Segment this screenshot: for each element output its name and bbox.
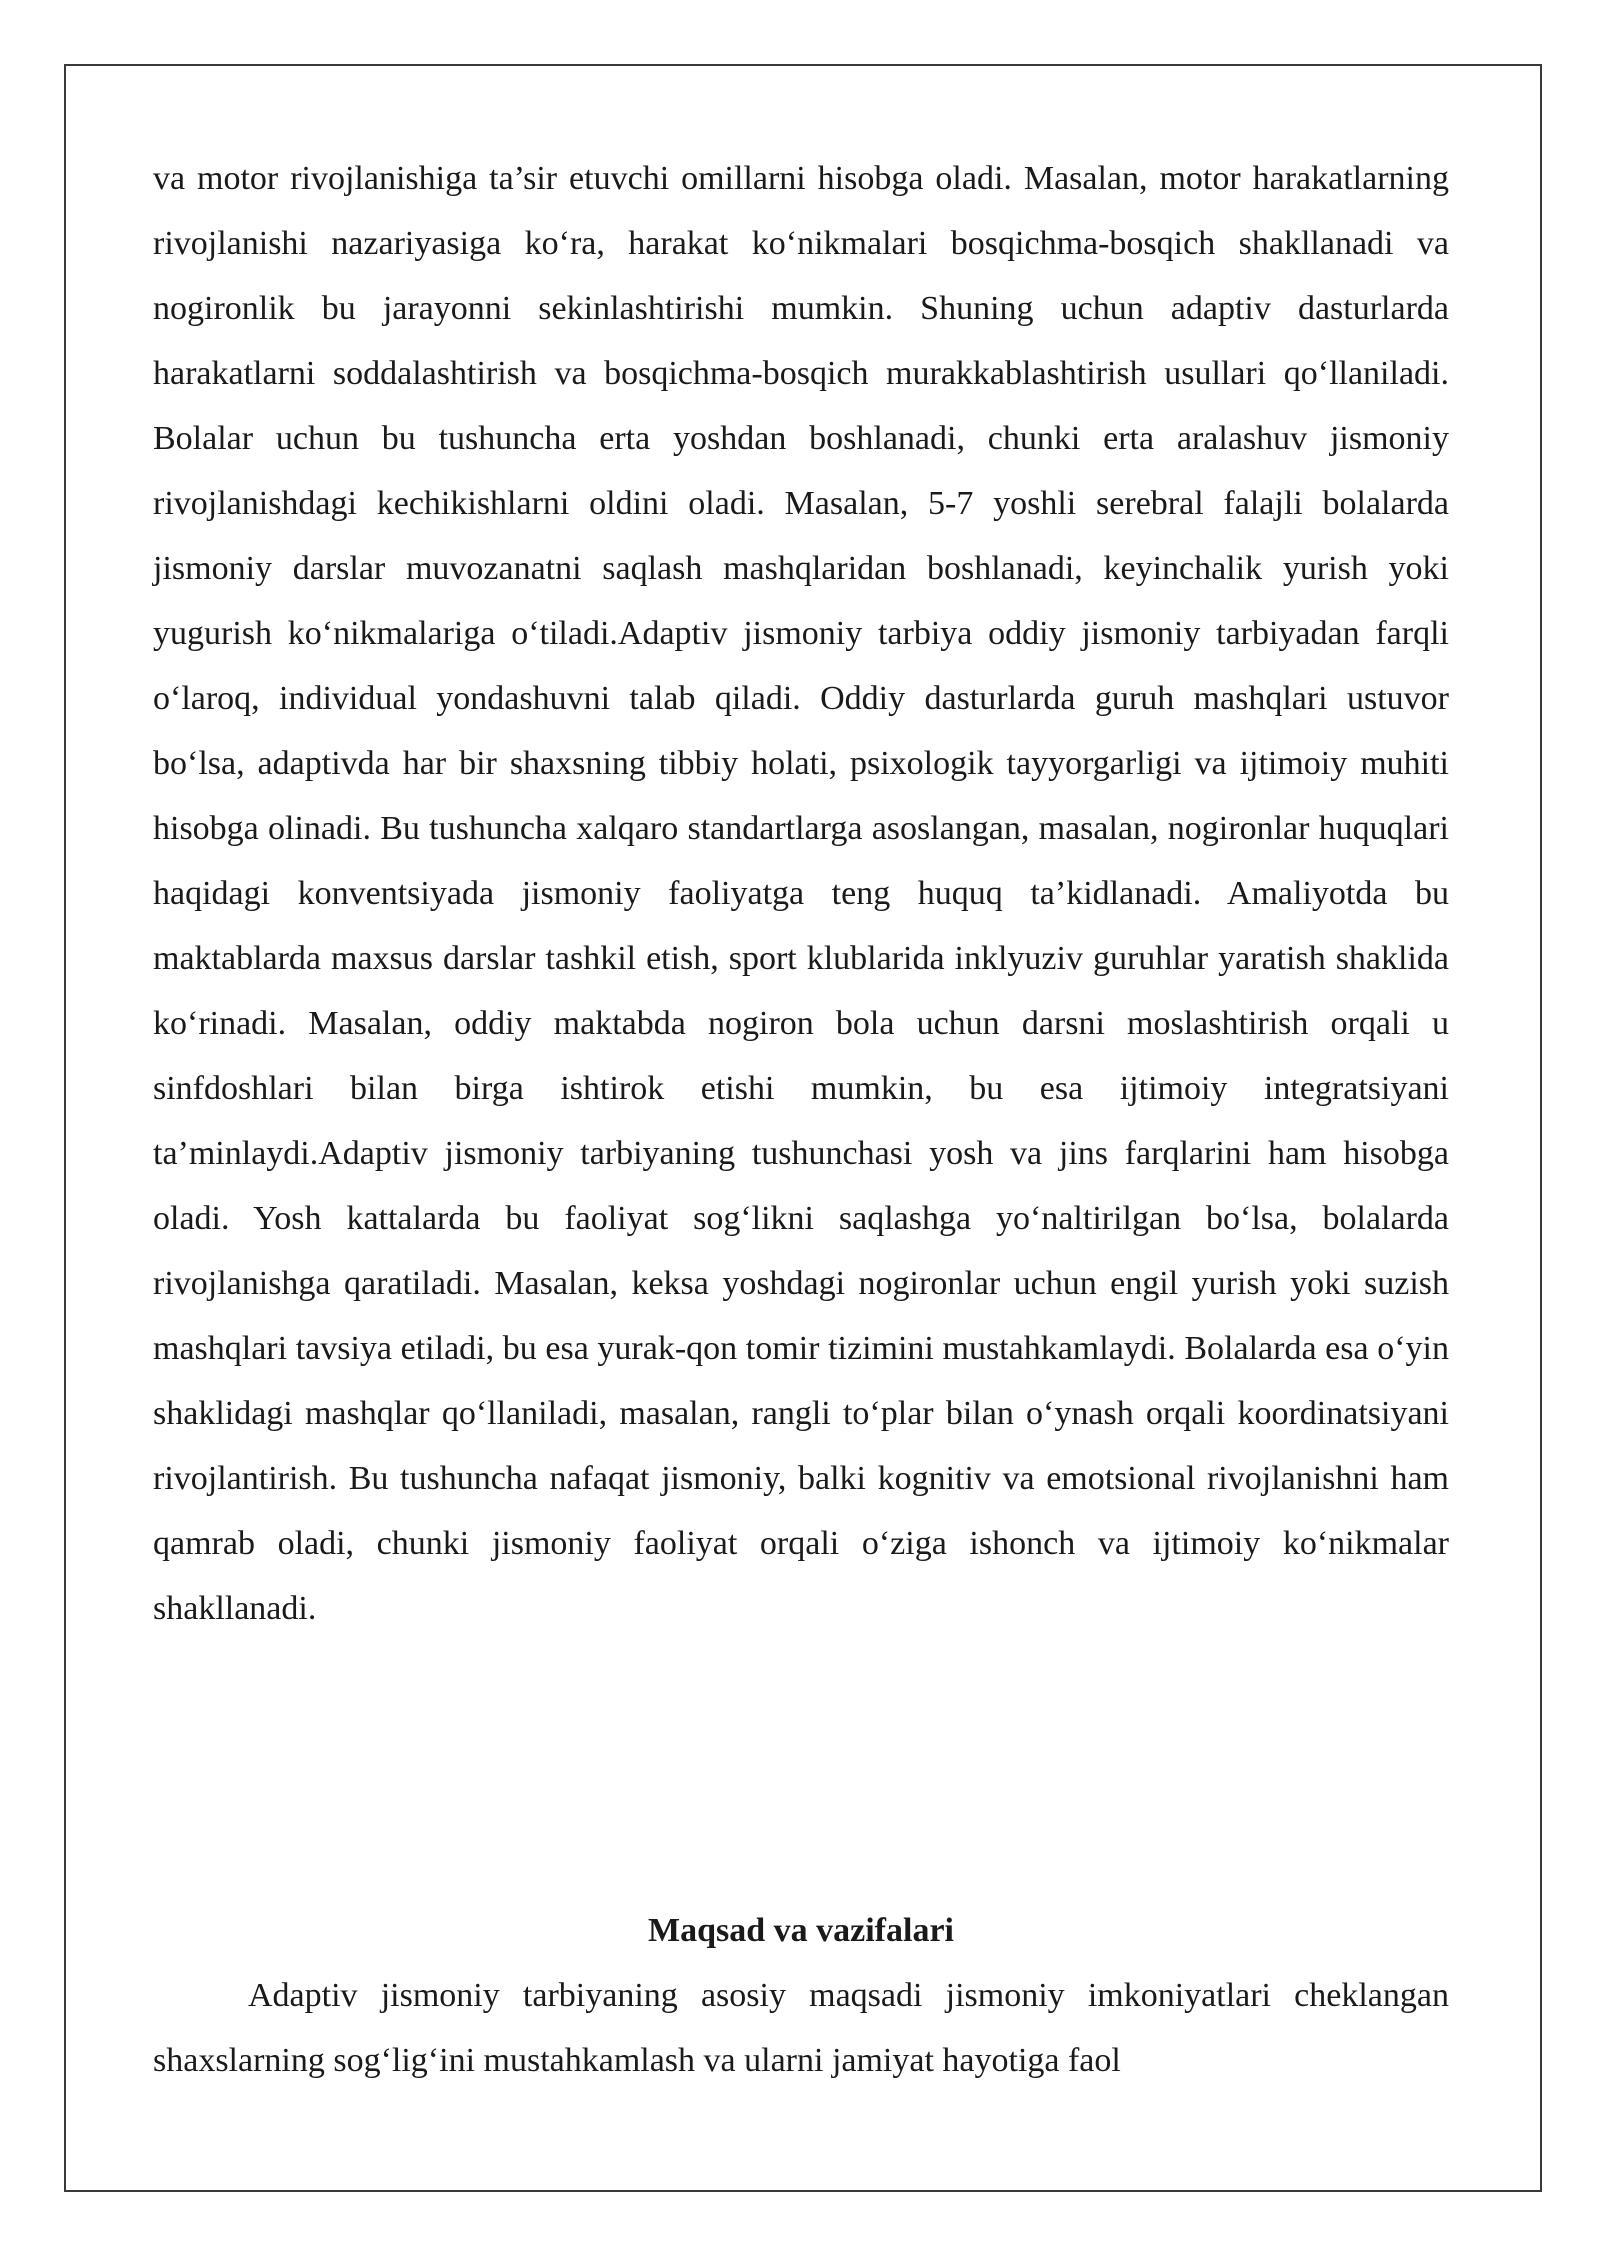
section-heading: Maqsad va vazifalari [648,1912,954,1949]
body-text [153,146,1449,1641]
paragraph: va motor rivojlanishiga ta’sir etuvchi omillarni hisobga oladi. Masalan, motor harakatlarning rivojlanishi nazariyasiga ko‘ra, harakat ko‘nikmalari bosqichma-bosqich shakllanadi va nogironlik bu jarayonni sekinlashtirishi mumkin. Shuning uchun adaptiv dasturlarda harakatlarni soddalashtirish va bosqichma-bosqich murakkablashtirish usullari qo‘llaniladi. Bolalar uchun bu tushuncha erta yoshdan boshlanadi, chunki erta aralashuv jismoniy rivojlanishdagi kechikishlarni oldini oladi. Masalan, 5-7 yoshli serebral falajli bolalarda jismoniy darslar muvozanatni saqlash mashqlaridan boshlanadi, keyinchalik yurish yoki yugurish ko‘nikmalariga o‘tiladi.Adaptiv jismoniy tarbiya oddiy jismoniy tarbiyadan farqli o‘laroq, individual yondashuvni talab qiladi. Oddiy dasturlarda guruh mashqlari ustuvor bo‘lsa, adaptivda har bir shaxsning tibbiy holati, psixologik tayyorgarligi va ijtimoiy muhiti hisobga olinadi. Bu tushuncha xalqaro standartlarga asoslangan, masalan, nogironlar huquqlari haqidagi konventsiyada jismoniy faoliyatga teng huquq ta’kidlanadi. Amaliyotda bu maktablarda maxsus darslar tashkil etish, sport klublarida inklyuziv guruhlar yaratish shaklida ko‘rinadi. Masalan, oddiy maktabda nogiron bola uchun darsni moslashtirish orqali u sinfdoshlari bilan birga ishtirok etishi mumkin, bu esa ijtimoiy integratsiyani ta’minlaydi.Adaptiv jismoniy tarbiyaning tushunchasi yosh va jins farqlarini ham hisobga oladi. Yosh kattalarda bu faoliyat sog‘likni saqlashga yo‘naltirilgan bo‘lsa, bolalarda rivojlanishga qaratiladi. Masalan, keksa yoshdagi nogironlar uchun engil yurish yoki suzish mashqlari tavsiya etiladi, bu esa yurak-qon tomir tizimini mustahkamlaydi. Bolalarda esa o‘yin shaklidagi mashqlar qo‘llaniladi, masalan, rangli to‘plar bilan o‘ynash orqali koordinatsiyani rivojlantirish. Bu tushuncha nafaqat jismoniy, balki kognitiv va emotsional rivojlanishni ham qamrab oladi, chunki jismoniy faoliyat orqali o‘ziga ishonch va ijtimoiy ko‘nikmalar shakllanadi. [153,160,1449,1627]
section-paragraph: Adaptiv jismoniy tarbiyaning asosiy maqsadi jismoniy imkoniyatlari cheklangan shaxslarning sog‘lig‘ini mustahkamlash va ularni jamiyat hayotiga faol [153,1977,1449,2079]
